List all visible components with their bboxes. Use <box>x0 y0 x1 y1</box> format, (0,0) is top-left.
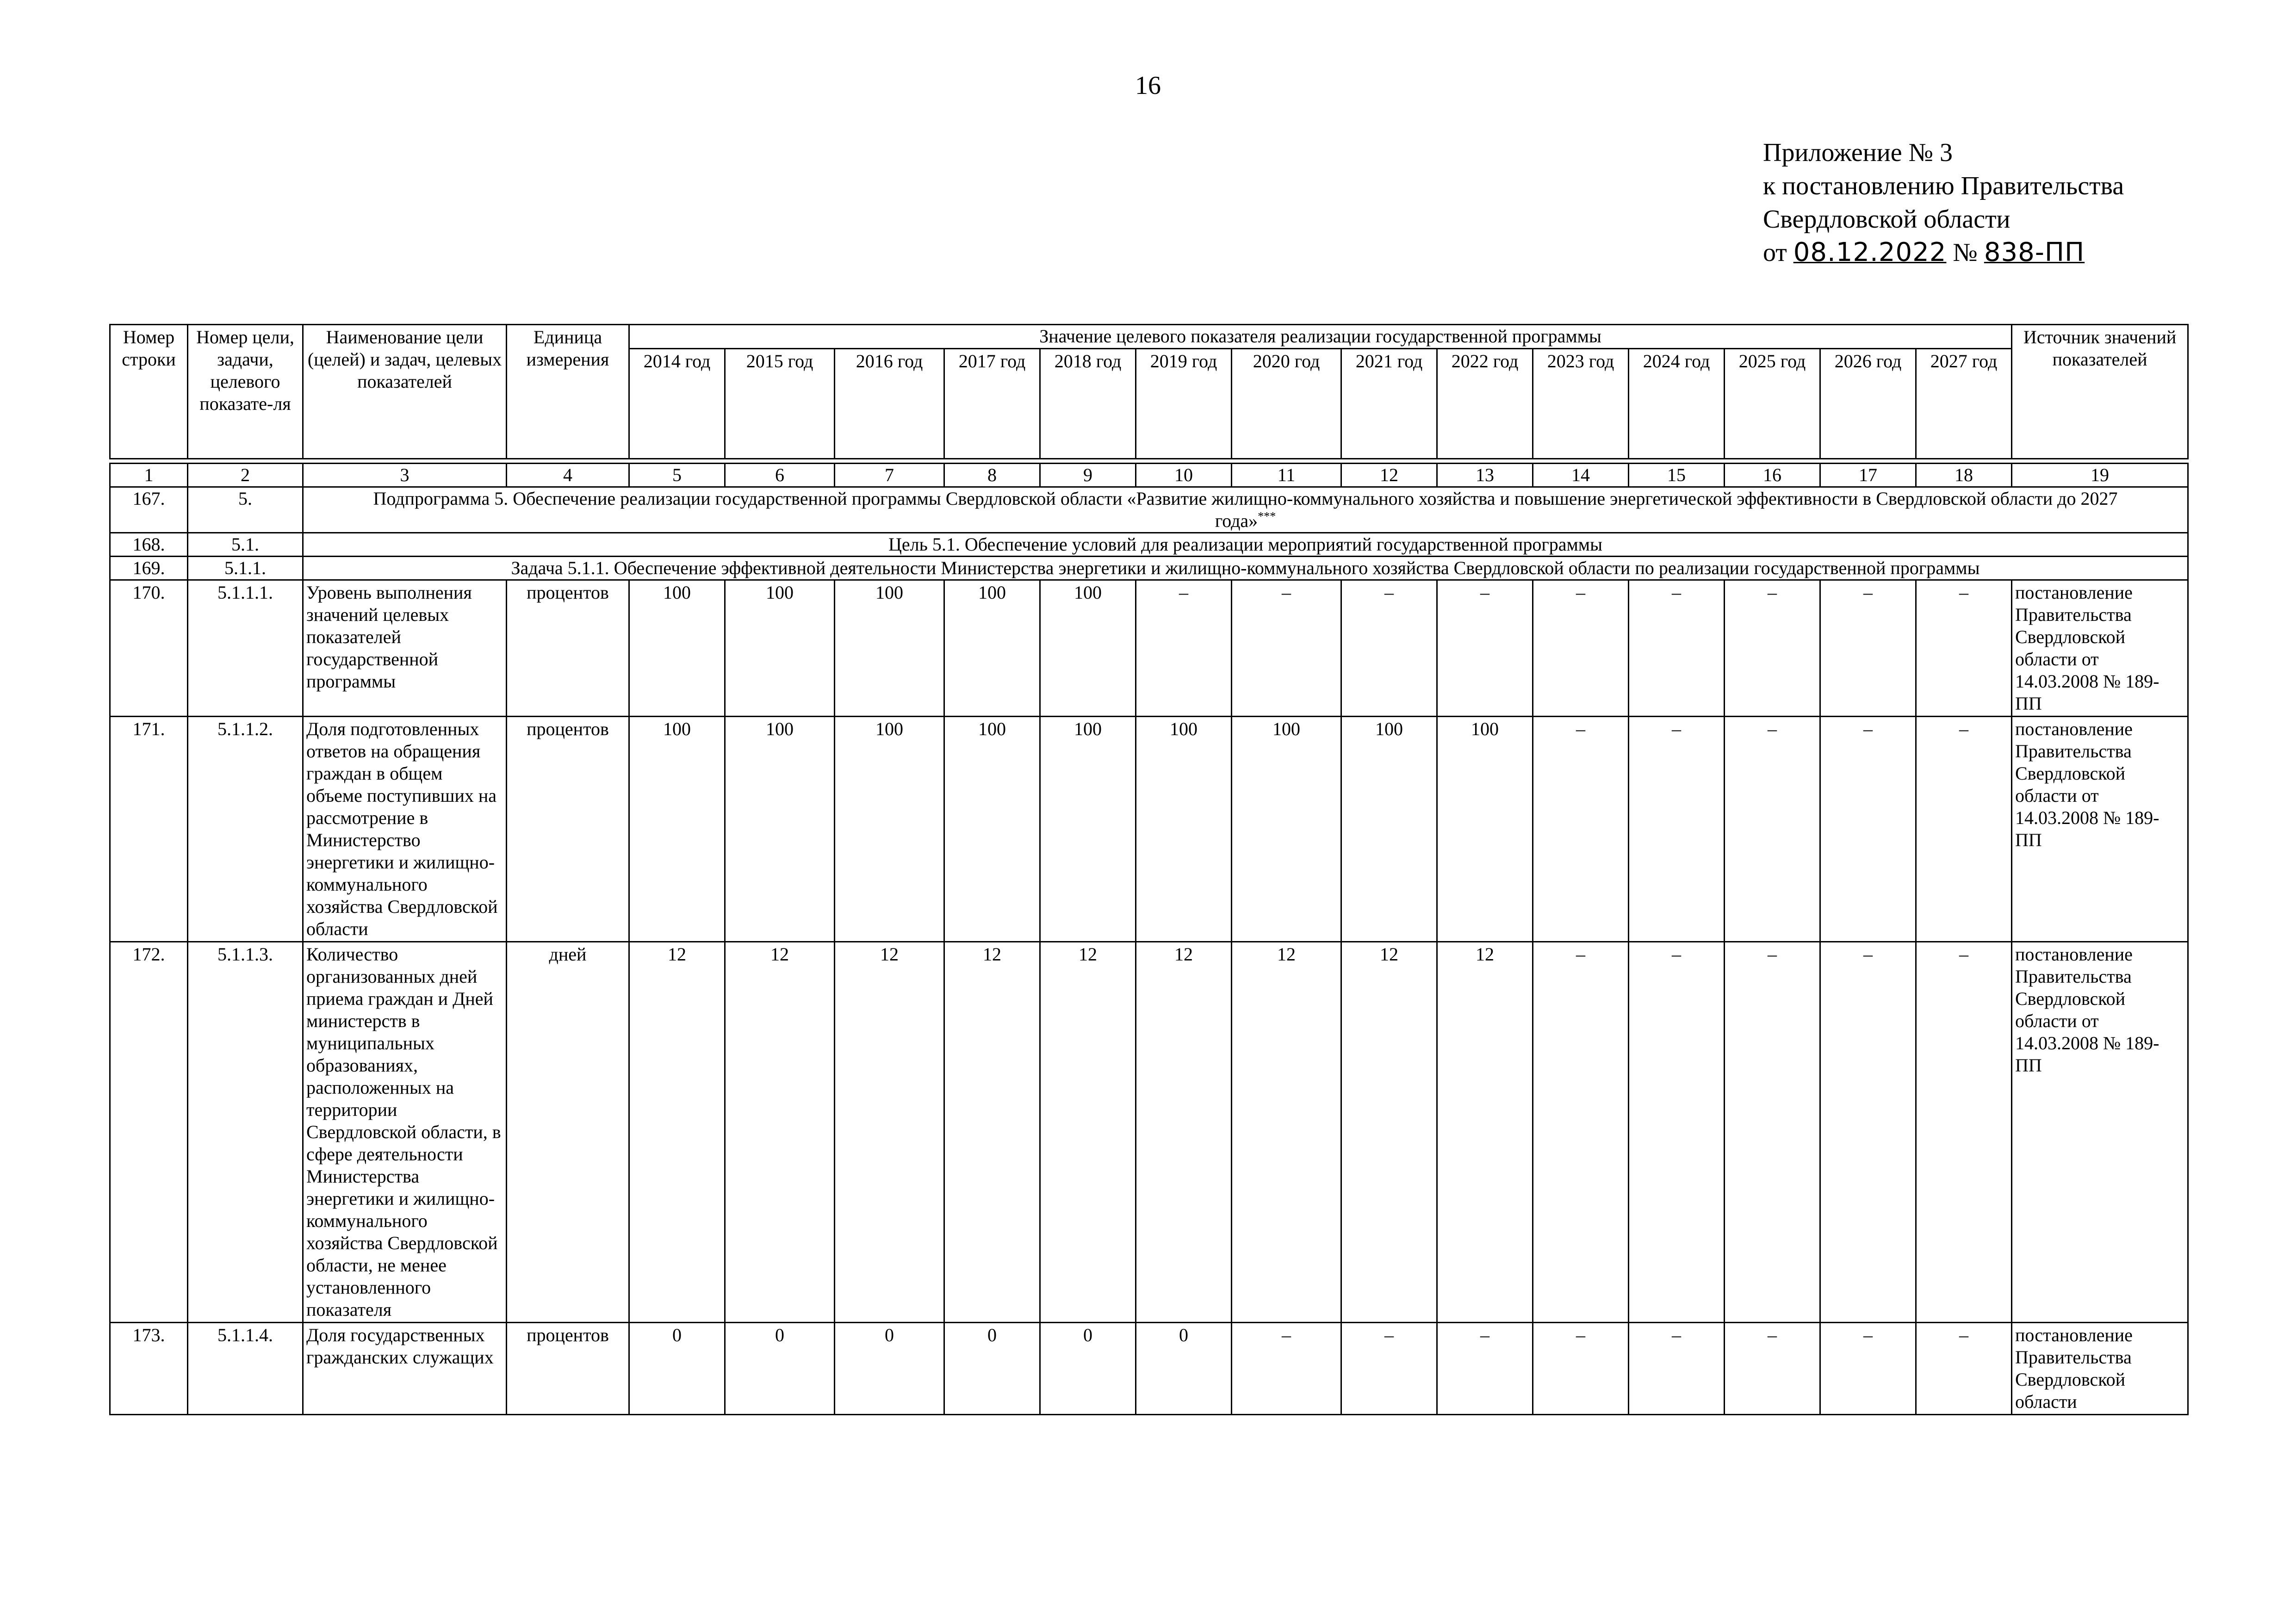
value-cell: – <box>1629 717 1725 942</box>
value-cell: – <box>1820 717 1916 942</box>
value-cell: – <box>1629 942 1725 1323</box>
row-code: 5.1.1.3. <box>188 942 303 1323</box>
header-year: 2017 год <box>944 349 1040 459</box>
row-code: 5.1.1.4. <box>188 1323 303 1415</box>
row-number: 168. <box>110 533 188 557</box>
date-prefix: от <box>1763 238 1787 267</box>
value-cell: – <box>1820 1323 1916 1415</box>
row-number: 170. <box>110 580 188 717</box>
task-row <box>110 557 2188 580</box>
value-cell: – <box>1725 1323 1820 1415</box>
indicators-table <box>109 463 2189 1415</box>
value-cell: – <box>1820 942 1916 1323</box>
subprogram-title <box>303 487 2188 533</box>
value-cell: – <box>1341 580 1437 717</box>
header-unit: Единица измерения <box>507 325 629 459</box>
subprogram-row <box>110 487 2188 533</box>
subprogram-text: Подпрограмма 5. Обеспечение реализации государственной программы Свердловской области «Развитие жилищно-коммунального хозяйства и повышение энергетической эффективности в Свердловской области до 2027 года» <box>373 488 2118 531</box>
resolution-date: 08.12.2022 <box>1793 237 1947 267</box>
column-number: 7 <box>835 464 944 487</box>
column-number: 17 <box>1820 464 1916 487</box>
column-number: 4 <box>507 464 629 487</box>
row-code: 5.1.1. <box>188 557 303 580</box>
header-year: 2024 год <box>1629 349 1725 459</box>
header-year: 2022 год <box>1437 349 1533 459</box>
value-cell: 100 <box>1040 717 1136 942</box>
column-number: 2 <box>188 464 303 487</box>
indicator-name: Уровень выполнения значений целевых показателей государственной программы <box>303 580 507 717</box>
appendix-region-line: Свердловской области <box>1763 205 2011 234</box>
column-number-row <box>110 464 2188 487</box>
indicator-source: постановление Правительства Свердловской области от 14.03.2008 № 189-ПП <box>2012 942 2188 1323</box>
task-title: Задача 5.1.1. Обеспечение эффективной деятельности Министерства энергетики и жилищно-коммунального хозяйства Свердловской области по реализации государственной программы <box>303 557 2188 580</box>
row-number: 167. <box>110 487 188 533</box>
indicator-name: Количество организованных дней приема граждан и Дней министерств в муниципальных образованиях, расположенных на территории Свердловской области, в сфере деятельности Министерства энергетики и жилищно-коммунального хозяйства Свердловской области, не менее установленного показателя <box>303 942 507 1323</box>
column-number: 9 <box>1040 464 1136 487</box>
column-number: 19 <box>2012 464 2188 487</box>
indicator-unit: дней <box>507 942 629 1323</box>
value-cell: 0 <box>944 1323 1040 1415</box>
value-cell: 100 <box>1040 580 1136 717</box>
indicator-row <box>110 580 2188 717</box>
value-cell: – <box>1629 1323 1725 1415</box>
header-year: 2027 год <box>1916 349 2012 459</box>
value-cell: – <box>1916 942 2012 1323</box>
value-cell: – <box>1533 942 1629 1323</box>
appendix-block <box>1763 136 2124 269</box>
row-code: 5. <box>188 487 303 533</box>
value-cell: – <box>1232 580 1341 717</box>
value-cell: 12 <box>1437 942 1533 1323</box>
value-cell: – <box>1232 1323 1341 1415</box>
value-cell: 100 <box>1437 717 1533 942</box>
row-number: 173. <box>110 1323 188 1415</box>
column-number: 15 <box>1629 464 1725 487</box>
value-cell: 12 <box>1232 942 1341 1323</box>
footnote-mark: *** <box>1258 509 1276 523</box>
header-goal-number: Номер цели, задачи, целевого показате-ля <box>188 325 303 459</box>
column-number: 10 <box>1136 464 1232 487</box>
row-number: 172. <box>110 942 188 1323</box>
value-cell: – <box>1916 717 2012 942</box>
value-cell: – <box>1533 580 1629 717</box>
value-cell: – <box>1725 717 1820 942</box>
value-cell: – <box>1725 942 1820 1323</box>
value-cell: – <box>1533 1323 1629 1415</box>
indicator-row <box>110 717 2188 942</box>
value-cell: – <box>1437 1323 1533 1415</box>
value-cell: 0 <box>725 1323 835 1415</box>
header-year: 2015 год <box>725 349 835 459</box>
value-cell: – <box>1820 580 1916 717</box>
goal-title: Цель 5.1. Обеспечение условий для реализации мероприятий государственной программы <box>303 533 2188 557</box>
header-year: 2023 год <box>1533 349 1629 459</box>
header-source: Источник значений показателей <box>2012 325 2188 459</box>
header-row-number: Номер строки <box>110 325 188 459</box>
row-number: 169. <box>110 557 188 580</box>
value-cell: – <box>1725 580 1820 717</box>
value-cell: 0 <box>835 1323 944 1415</box>
value-cell: – <box>1629 580 1725 717</box>
value-cell: 12 <box>835 942 944 1323</box>
value-cell: – <box>1437 580 1533 717</box>
header-year: 2018 год <box>1040 349 1136 459</box>
header-year: 2026 год <box>1820 349 1916 459</box>
value-cell: 100 <box>725 580 835 717</box>
value-cell: – <box>1533 717 1629 942</box>
header-year: 2021 год <box>1341 349 1437 459</box>
value-cell: 0 <box>629 1323 725 1415</box>
indicator-unit: процентов <box>507 580 629 717</box>
value-cell: – <box>1136 580 1232 717</box>
value-cell: 12 <box>944 942 1040 1323</box>
page-number: 16 <box>1135 71 1161 100</box>
column-number: 11 <box>1232 464 1341 487</box>
value-cell: – <box>1341 1323 1437 1415</box>
column-number: 3 <box>303 464 507 487</box>
value-cell: 100 <box>725 717 835 942</box>
header-year: 2019 год <box>1136 349 1232 459</box>
value-cell: – <box>1916 580 2012 717</box>
indicators-header-table <box>109 324 2189 459</box>
value-cell: 100 <box>1341 717 1437 942</box>
value-cell: 100 <box>1136 717 1232 942</box>
number-prefix: № <box>1953 238 1978 267</box>
header-year: 2014 год <box>629 349 725 459</box>
indicator-name: Доля подготовленных ответов на обращения граждан в общем объеме поступивших на рассмотрение в Министерство энергетики и жилищно-коммунального хозяйства Свердловской области <box>303 717 507 942</box>
value-cell: 100 <box>1232 717 1341 942</box>
goal-row <box>110 533 2188 557</box>
value-cell: – <box>1916 1323 2012 1415</box>
indicator-source: постановление Правительства Свердловской области <box>2012 1323 2188 1415</box>
row-code: 5.1.1.1. <box>188 580 303 717</box>
indicator-source: постановление Правительства Свердловской области от 14.03.2008 № 189-ПП <box>2012 717 2188 942</box>
appendix-title: Приложение № 3 <box>1763 138 1953 167</box>
header-year: 2025 год <box>1725 349 1820 459</box>
value-cell: 12 <box>1341 942 1437 1323</box>
appendix-date-line <box>1763 236 2124 269</box>
column-number: 13 <box>1437 464 1533 487</box>
column-number: 18 <box>1916 464 2012 487</box>
value-cell: 100 <box>835 717 944 942</box>
value-cell: 100 <box>629 580 725 717</box>
indicator-row <box>110 942 2188 1323</box>
value-cell: 12 <box>725 942 835 1323</box>
indicator-unit: процентов <box>507 717 629 942</box>
indicator-name: Доля государственных гражданских служащих <box>303 1323 507 1415</box>
column-number: 16 <box>1725 464 1820 487</box>
row-number: 171. <box>110 717 188 942</box>
row-code: 5.1.1.2. <box>188 717 303 942</box>
column-number: 5 <box>629 464 725 487</box>
value-cell: 100 <box>835 580 944 717</box>
header-year: 2020 год <box>1232 349 1341 459</box>
header-value-group: Значение целевого показателя реализации государственной программы <box>629 325 2012 349</box>
header-year: 2016 год <box>835 349 944 459</box>
value-cell: 12 <box>1136 942 1232 1323</box>
indicator-row <box>110 1323 2188 1415</box>
indicator-unit: процентов <box>507 1323 629 1415</box>
indicator-source: постановление Правительства Свердловской области от 14.03.2008 № 189-ПП <box>2012 580 2188 717</box>
column-number: 8 <box>944 464 1040 487</box>
value-cell: 100 <box>944 580 1040 717</box>
column-number: 1 <box>110 464 188 487</box>
column-number: 6 <box>725 464 835 487</box>
column-number: 12 <box>1341 464 1437 487</box>
appendix-resolution-line: к постановлению Правительства <box>1763 172 2124 200</box>
row-code: 5.1. <box>188 533 303 557</box>
value-cell: 12 <box>1040 942 1136 1323</box>
value-cell: 100 <box>944 717 1040 942</box>
resolution-number: 838-ПП <box>1984 237 2085 267</box>
value-cell: 0 <box>1040 1323 1136 1415</box>
column-number: 14 <box>1533 464 1629 487</box>
value-cell: 12 <box>629 942 725 1323</box>
value-cell: 0 <box>1136 1323 1232 1415</box>
value-cell: 100 <box>629 717 725 942</box>
header-name: Наименование цели (целей) и задач, целевых показателей <box>303 325 507 459</box>
